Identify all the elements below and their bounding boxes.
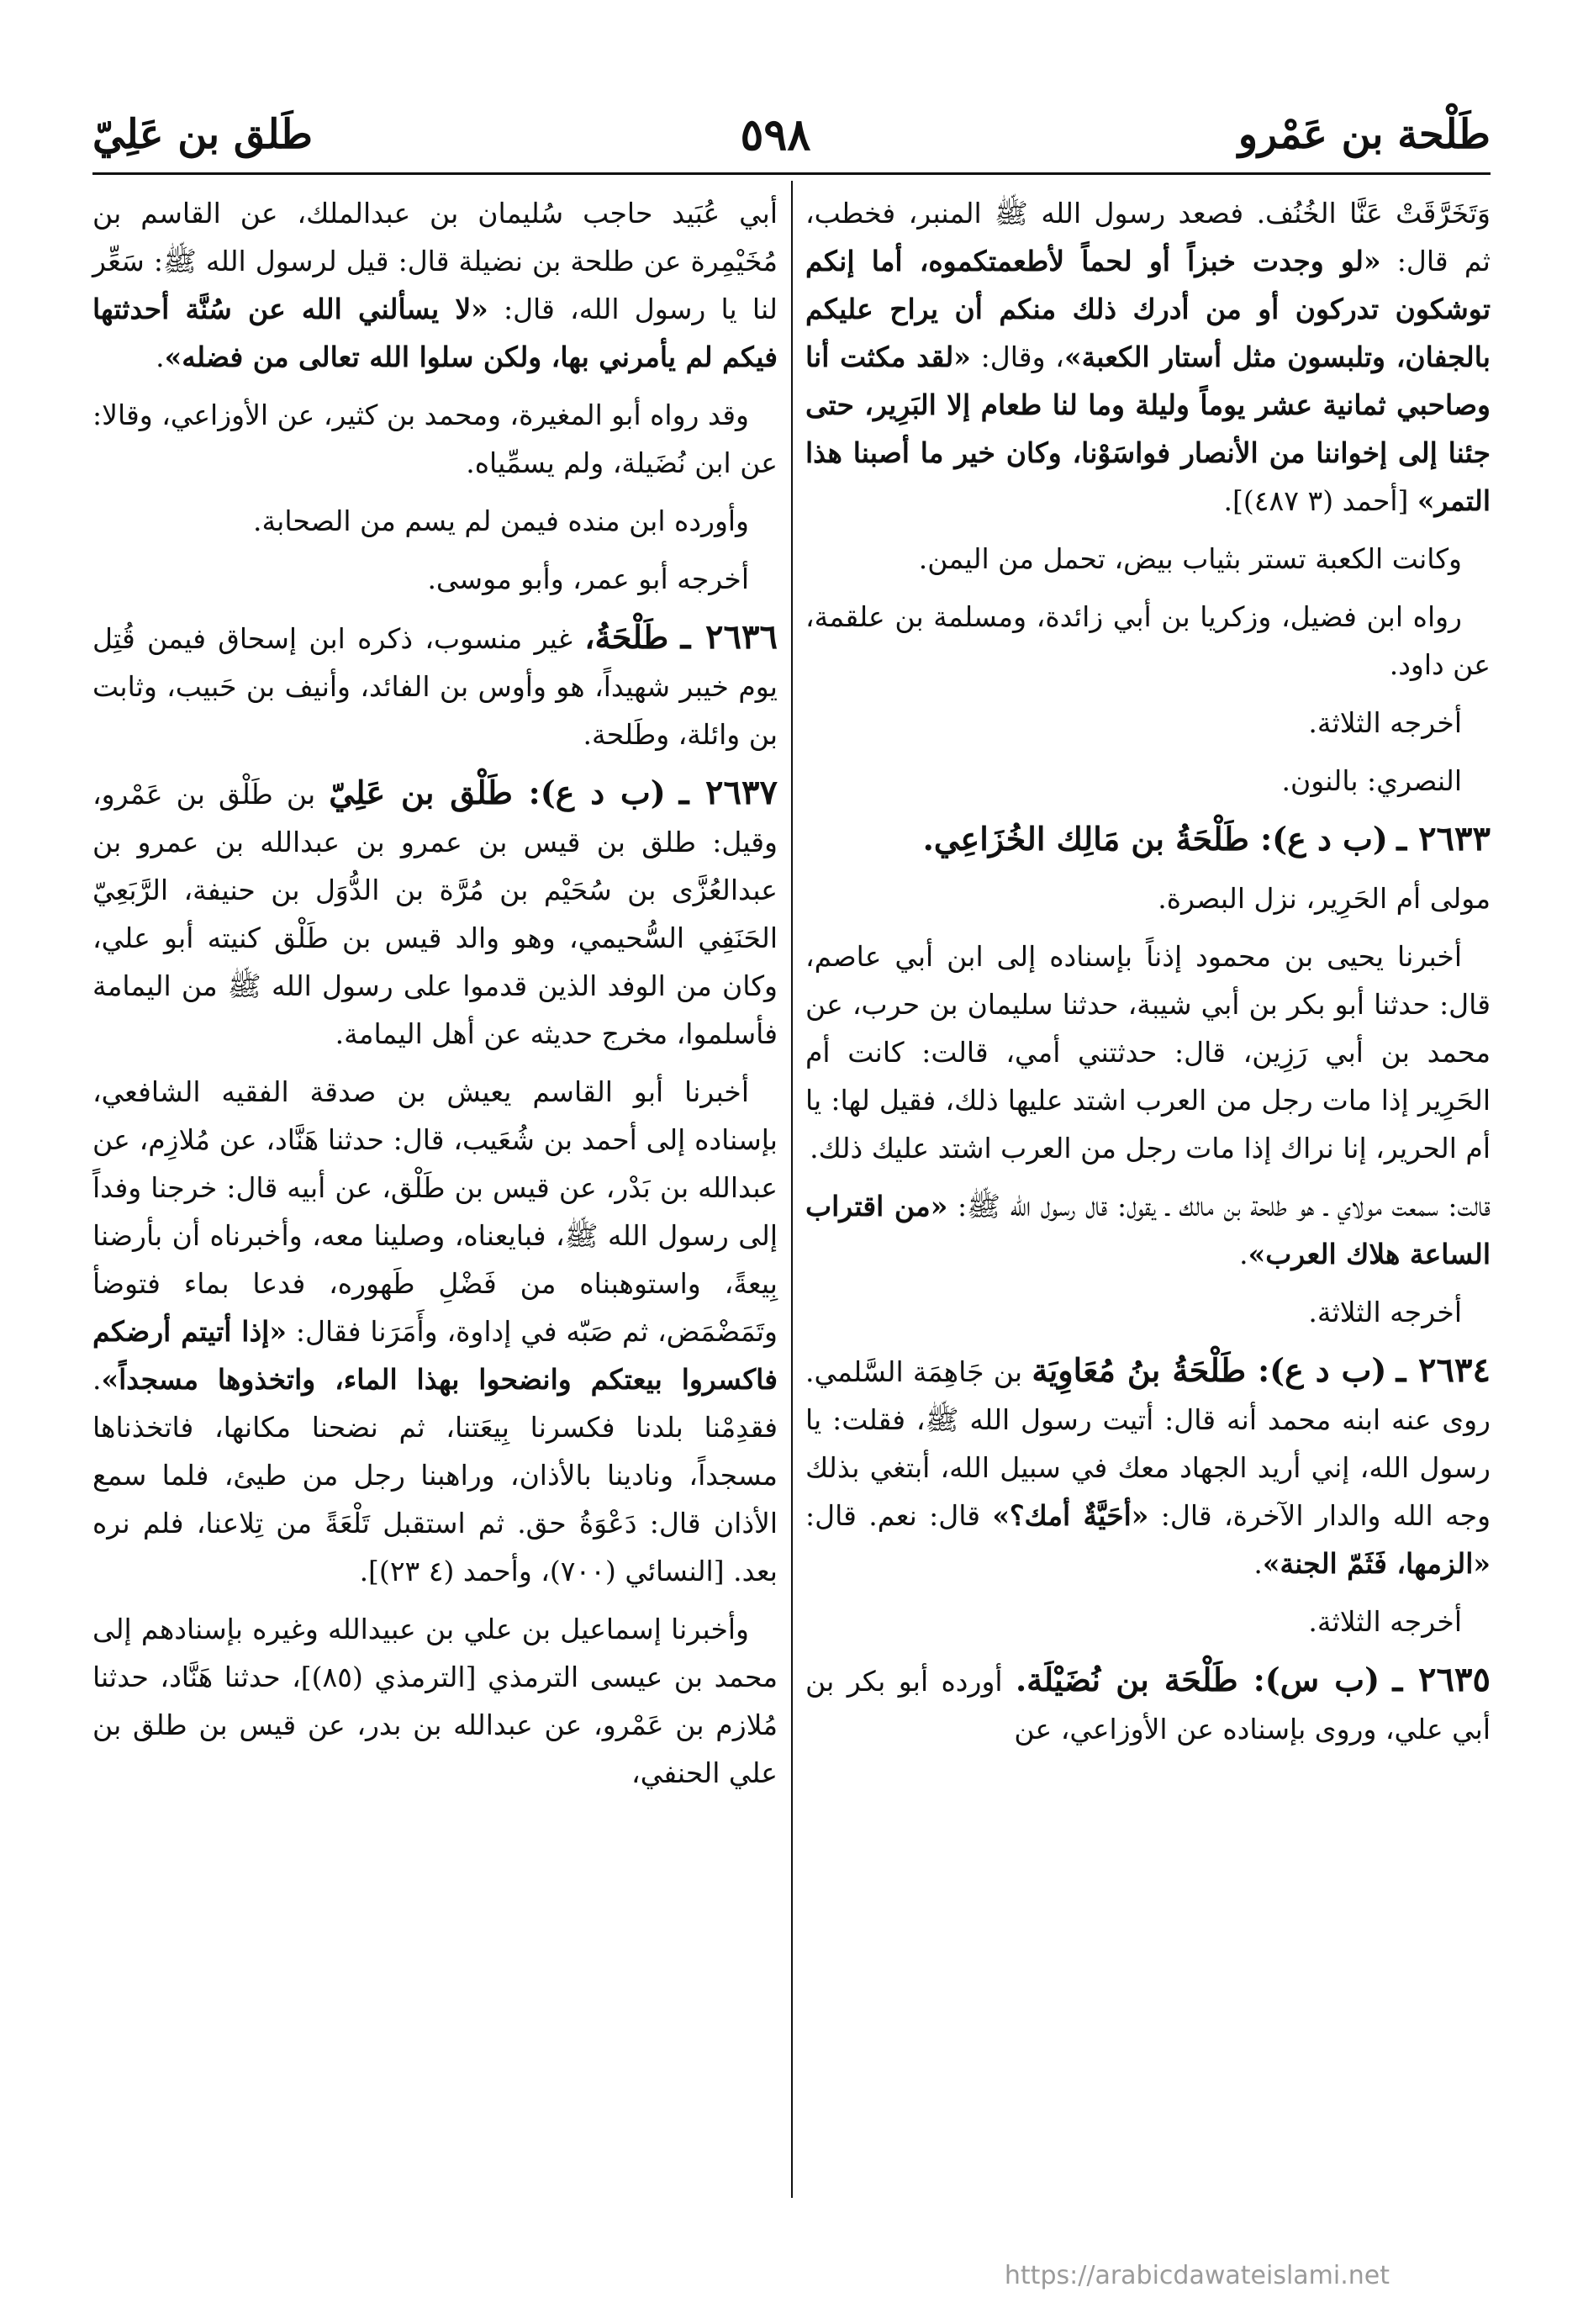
entry-number: ٢٦٣٦ ـ: [680, 617, 778, 657]
left-column: [92, 189, 778, 1807]
text-run: أخبرنا أبو القاسم يعيش بن صدقة الفقيه الشافعي، بإسناده إلى أحمد بن شُعَيب، قال: حدثنا هَنَّاد، عن مُلازِم، عن عبدالله بن بَدْر، عن قيس بن طَلْق، عن أبيه قال: خرجنا وفداً إلى رسول الله ﷺ، فبايعناه، وصلينا معه، وأخبرناه أن بأرضنا بِيعةً، واستوهبناه من فَضْلِ طَهوره، فدعا بماء فتوضأ وتَمَضْمَض، ثم صَبّه في إداوة، وأَمَرَنا فقال:: [92, 1075, 778, 1348]
text-run: .: [1253, 1547, 1263, 1580]
paragraph: وأورده ابن منده فيمن لم يسم من الصحابة.: [252, 504, 749, 537]
paragraph: النصري: بالنون.: [1281, 764, 1462, 797]
hadith-quote: «الزمها، فَثَمّ الجنة»: [1262, 1547, 1491, 1580]
paragraph: أخبرنا يحيى بن محمود إذناً بإسناده إلى ابن أبي عاصم، قال: حدثنا أبو بكر بن أبي شيبة، حدثنا سليمان بن حرب، عن محمد بن أبي رَزِين، قال: حدثتني أمي، قالت: كانت أم الحَرِير إذا مات رجل من العرب اشتد عليها ذلك، فقيل لها: يا أم الحرير، إنا نراك إذا مات رجل من العرب اشتد عليك ذلك.: [805, 940, 1491, 1165]
hadith-quote: «لو وجدت خبزاً أو لحماً لأطعمتكموه، أما إنكم توشكون تدركون أو من أدرك ذلك منكم أن يراح عليكم بالجفان، وتلبسون مثل أستار الكعبة»: [805, 245, 1491, 373]
entry-name: (ب د ع): طَلْحَةُ بن مَالِك الخُزَاعِي.: [922, 820, 1388, 858]
entry-name: (ب د ع): طَلْحَةُ بنُ مُعَاوِيَة: [1032, 1351, 1387, 1389]
citation: [أحمد (٣ ٤٨٧)].: [1223, 484, 1417, 517]
entry-name: (ب س): طَلْحَة بن نُضَيْلَة.: [1015, 1661, 1380, 1698]
paragraph: أخرجه الثلاثة.: [1308, 1296, 1462, 1328]
page-number: ٥٩٨: [740, 108, 811, 161]
column-divider: [791, 181, 793, 2198]
text-run: قالت: سمعت مولاي ـ هو طلحة بن مالك ـ يقول: قال رسول الله ﷺ:: [957, 1190, 1491, 1223]
paragraph: وأخبرنا إسماعيل بن علي بن عبيدالله وغيره بإسنادهم إلى محمد بن عيسى الترمذي [الترمذي (٨٥)]، حدثنا هَنَّاد، حدثنا مُلازم بن عَمْرو، عن عبدالله بن بدر، عن قيس بن طلق بن علي الحنفي،: [92, 1613, 778, 1789]
hadith-quote: «إذا أتيتم أرضكم فاكسروا بيعتكم وانضحوا بهذا الماء، واتخذوها مسجداً»: [92, 1315, 778, 1396]
text-run: وَتَخَرَّقَتْ عَنَّا الخُنُف. فصعد رسول الله ﷺ المنبر، فخطب، ثم قال:: [805, 197, 1491, 277]
right-column: [805, 189, 1491, 1763]
text-run: .: [1239, 1238, 1248, 1270]
text-run: . فقدِمْنا بلدنا فكسرنا بِيعَتنا، ثم نضحنا مكانها، فاتخذناها مسجداً، ونادينا بالأذان، وراهبنا رجل من طيئ، فلما سمع الأذان قال: دَعْوَةُ حق. ثم استقبل تَلْعَةً من تِلاعنا، فلم نره بعد. [النسائي (٧٠٠)، وأحمد (٤ ٢٣)].: [92, 1363, 778, 1587]
paragraph: مولى أم الحَرِير، نزل البصرة.: [1158, 882, 1491, 915]
hadith-quote: «من اقتراب الساعة هلاك العرب»: [805, 1190, 1491, 1270]
paragraph: [805, 1182, 1491, 1278]
paragraph: [92, 189, 778, 381]
text-run: غير منسوب، ذكره ابن إسحاق فيمن قُتِل يوم خيبر شهيداً، هو وأوس بن الفائد، وأنيف بن حَبيب، وثابت بن وائلة، وطَلحة.: [92, 622, 778, 751]
hadith-quote: «لقد مكثت أنا وصاحبي ثمانية عشر يوماً وليلة وما لنا طعام إلا البَرِير، حتى جئنا إلى إخواننا من الأنصار فواسَوْنا، وكان خير ما أصبنا هذا التمر»: [805, 341, 1491, 517]
entry-name: (ب د ع): طَلْق بن عَلِيّ: [329, 774, 666, 811]
paragraph: أخرجه أبو عمر، وأبو موسى.: [427, 563, 749, 595]
entry-number: ٢٦٣٣ ـ: [1396, 819, 1491, 858]
paragraph: وقد رواه أبو المغيرة، ومحمد بن كثير، عن الأوزاعي، وقالا: عن ابن نُضَيلة، ولم يسمِّياه.: [92, 399, 778, 479]
source-url[interactable]: https://arabicdawateislami.net: [1004, 2261, 1390, 2290]
header-divider: [92, 172, 1491, 175]
text-run: .: [156, 341, 165, 373]
entry-heading-2635: [805, 1656, 1491, 1753]
running-title-left: طَلق بن عَلِيّ: [92, 111, 313, 158]
hadith-quote: «أحَيَّةٌ أمك؟»: [992, 1499, 1149, 1532]
entry-heading-2637: [92, 769, 778, 1058]
entry-number: ٢٦٣٧ ـ: [678, 773, 778, 812]
running-title-right: طَلْحة بن عَمْرو: [1237, 111, 1491, 158]
text-run: أبي عُبَيد حاجب سُليمان بن عبدالملك، عن القاسم بن مُخَيْمِرة عن طلحة بن نضيلة قال: قيل لرسول الله ﷺ: سَعِّر لنا يا رسول الله، قال:: [92, 197, 778, 325]
page-header: [92, 101, 1491, 168]
entry-heading-2633: [805, 815, 1491, 864]
paragraph: [805, 189, 1491, 525]
paragraph: رواه ابن فضيل، وزكريا بن أبي زائدة، ومسلمة بن علقمة، عن داود.: [805, 600, 1491, 681]
entry-name: طَلْحَةُ،: [584, 618, 669, 656]
text-run: أورده أبو بكر بن أبي علي، وروى بإسناده عن الأوزاعي، عن: [805, 1665, 1491, 1746]
entry-heading-2634: [805, 1346, 1491, 1587]
paragraph: أخرجه الثلاثة.: [1308, 706, 1462, 739]
paragraph: وكانت الكعبة تستر بثياب بيض، تحمل من اليمن.: [918, 542, 1462, 575]
text-run: ، وقال:: [980, 341, 1064, 373]
text-run: قال: نعم. قال:: [805, 1499, 993, 1532]
text-run: بن طَلْق بن عَمْرو، وقيل: طلق بن قيس بن عمرو بن عبدالله بن عمرو بن عبدالعُزَّى بن سُحَيْم بن مُرَّة بن الدُّوَل بن حنيفة، الرَّبَعِيّ الحَنَفِي السُّحيمي، وهو والد قيس بن طَلْق كنيته أبو علي، وكان من الوفد الذين قدموا على رسول الله ﷺ من اليمامة فأسلموا، مخرج حديثه عن أهل اليمامة.: [92, 778, 778, 1050]
hadith-quote: «لا يسألني الله عن سُنَّة أحدثتها فيكم لم يأمرني بها، ولكن سلوا الله تعالى من فضله»: [92, 293, 778, 373]
entry-heading-2636: [92, 613, 778, 758]
text-run: بن جَاهِمَة السَّلمي. روى عنه ابنه محمد أنه قال: أتيت رسول الله ﷺ، فقلت: يا رسول الله، إني أريد الجهاد معك في سبيل الله، أبتغي بذلك وجه الله والدار الآخرة، قال:: [805, 1355, 1491, 1532]
paragraph: أخرجه الثلاثة.: [1308, 1605, 1462, 1638]
entry-number: ٢٦٣٥ ـ: [1392, 1660, 1491, 1699]
paragraph: [92, 1068, 778, 1595]
entry-number: ٢٦٣٤ ـ: [1396, 1350, 1491, 1390]
